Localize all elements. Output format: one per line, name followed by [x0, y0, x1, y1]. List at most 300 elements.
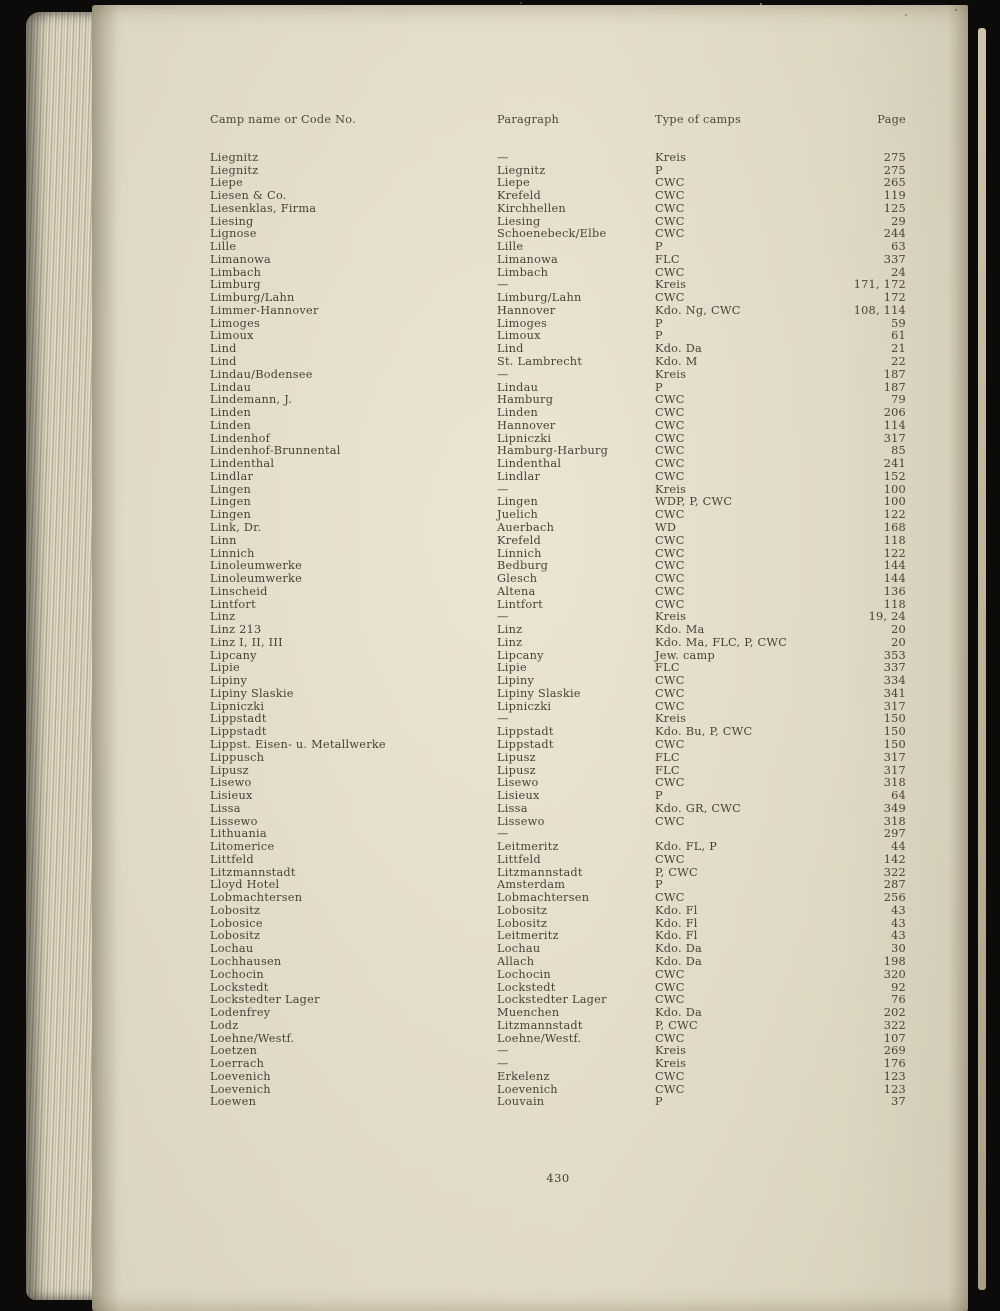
cell-type-of-camp: P: [655, 878, 663, 892]
cell-type-of-camp: P, CWC: [655, 865, 698, 879]
cell-camp-name: Lisieux: [210, 789, 253, 803]
cell-type-of-camp: CWC: [655, 418, 685, 432]
cell-camp-name: Lindlar: [210, 469, 254, 483]
cell-page-number: 44: [891, 840, 906, 854]
cell-camp-name: Lisewo: [210, 776, 252, 790]
cell-type-of-camp: CWC: [655, 214, 685, 228]
cell-paragraph: Hannover: [497, 303, 556, 317]
cell-page-number: 79: [891, 393, 906, 407]
table-row: [210, 369, 906, 382]
cell-page-number: 198: [883, 955, 906, 968]
cell-page-number: 187: [883, 367, 906, 381]
cell-paragraph: Lippstadt: [497, 725, 554, 739]
cell-camp-name: Loevenich: [210, 1082, 271, 1096]
cell-camp-name: Lipusz: [210, 763, 249, 777]
cell-type-of-camp: Jew. camp: [655, 648, 715, 662]
cell-type-of-camp: Kdo. Ma: [655, 623, 705, 637]
cell-type-of-camp: CWC: [655, 1031, 685, 1045]
cell-paragraph: Schoenebeck/Elbe: [497, 227, 607, 241]
cell-page-number: 275: [883, 150, 906, 164]
cell-type-of-camp: Kdo. Fl: [655, 903, 698, 917]
table-row: [210, 599, 906, 612]
cell-page-number: 317: [883, 763, 906, 777]
table-row: [210, 254, 906, 267]
table-row: [210, 675, 906, 688]
cell-paragraph: Lipusz: [497, 750, 536, 764]
cell-type-of-camp: Kdo. Bu, P, CWC: [655, 725, 753, 739]
cell-type-of-camp: Kdo. Da: [655, 342, 702, 356]
cell-camp-name: Lloyd Hotel: [210, 878, 280, 892]
cell-type-of-camp: CWC: [655, 737, 685, 751]
table-row: [210, 305, 906, 318]
cell-page-number: 63: [891, 240, 906, 254]
cell-page-number: 59: [891, 316, 906, 330]
cell-type-of-camp: Kdo. M: [655, 355, 698, 369]
cell-camp-name: Liesing: [210, 214, 254, 228]
table-row: [210, 267, 906, 280]
cell-page-number: 353: [883, 648, 906, 662]
cell-type-of-camp: Kdo. FL, P: [655, 840, 718, 854]
cell-page-number: 275: [883, 163, 906, 177]
cell-camp-name: Lindau/Bodensee: [210, 367, 313, 381]
cell-camp-name: Litzmannstadt: [210, 865, 296, 879]
table-row: [210, 522, 906, 535]
cell-type-of-camp: CWC: [655, 674, 685, 688]
cell-type-of-camp: CWC: [655, 980, 685, 994]
cell-type-of-camp: CWC: [655, 393, 685, 407]
cell-type-of-camp: CWC: [655, 546, 685, 560]
cell-paragraph: Linnich: [497, 546, 542, 560]
table-row: [210, 1058, 906, 1071]
cell-camp-name: Liepe: [210, 176, 243, 190]
cell-camp-name: Lippusch: [210, 750, 265, 764]
cell-paragraph: —: [497, 1057, 509, 1071]
cell-type-of-camp: Kreis: [655, 1057, 687, 1071]
cell-paragraph: Limanowa: [497, 252, 559, 266]
cell-paragraph: Bedburg: [497, 559, 549, 573]
table-row: [210, 930, 906, 943]
cell-paragraph: Hamburg: [497, 393, 554, 407]
cell-paragraph: Lobositz: [497, 916, 548, 930]
cell-page-number: 37: [891, 1095, 906, 1109]
cell-type-of-camp: Kdo. Ng, CWC: [655, 303, 741, 317]
cell-camp-name: Linz I, II, III: [210, 635, 283, 649]
cell-paragraph: —: [497, 150, 509, 164]
table-row: [210, 1020, 906, 1033]
next-page-edge: [978, 28, 986, 1290]
cell-paragraph: Lindau: [497, 380, 539, 394]
cell-type-of-camp: CWC: [655, 444, 685, 458]
column-header-camp-name: Camp name or Code No.: [210, 113, 356, 126]
cell-type-of-camp: Kreis: [655, 150, 687, 164]
cell-paragraph: Leitmeritz: [497, 929, 559, 943]
cell-camp-name: Lochocin: [210, 967, 264, 981]
cell-page-number: 265: [883, 176, 906, 190]
table-row: [210, 701, 906, 714]
cell-page-number: 92: [891, 980, 906, 994]
cell-camp-name: Loetzen: [210, 1044, 258, 1058]
cell-paragraph: Loehne/Westf.: [497, 1031, 582, 1045]
cell-camp-name: Linnich: [210, 546, 255, 560]
page-number: 430: [546, 1171, 570, 1185]
cell-paragraph: Loevenich: [497, 1082, 558, 1096]
cell-camp-name: Lobosice: [210, 916, 263, 930]
cell-paragraph: Litzmannstadt: [497, 865, 583, 879]
cell-page-number: 172: [883, 291, 906, 305]
cell-page-number: 29: [891, 214, 906, 228]
cell-paragraph: Lind: [497, 342, 524, 356]
cell-type-of-camp: Kdo. Da: [655, 942, 702, 956]
cell-paragraph: Lockstedter Lager: [497, 993, 607, 1007]
cell-camp-name: Lockstedter Lager: [210, 993, 320, 1007]
cell-paragraph: Limoux: [497, 329, 541, 343]
cell-camp-name: Liesenklas, Firma: [210, 201, 317, 215]
cell-type-of-camp: Kdo. Ma, FLC, P, CWC: [655, 635, 788, 649]
cell-page-number: 43: [891, 903, 906, 917]
cell-camp-name: Lipniczki: [210, 699, 265, 713]
table-row: [210, 152, 906, 165]
table-header-row: [210, 114, 906, 127]
cell-camp-name: Loevenich: [210, 1069, 271, 1083]
table-row: [210, 713, 906, 726]
cell-paragraph: Juelich: [497, 508, 539, 522]
cell-page-number: 202: [883, 1006, 906, 1020]
cell-type-of-camp: CWC: [655, 699, 685, 713]
cell-camp-name: Lippstadt: [210, 712, 267, 726]
cell-camp-name: Linden: [210, 418, 252, 432]
cell-camp-name: Lindenhof-Brunnental: [210, 444, 341, 458]
cell-paragraph: Lissa: [497, 801, 528, 815]
cell-page-number: 100: [883, 495, 906, 509]
cell-paragraph: Erkelenz: [497, 1069, 550, 1083]
table-row: [210, 190, 906, 203]
cell-page-number: 241: [883, 457, 906, 471]
cell-page-number: 20: [891, 635, 906, 649]
cell-type-of-camp: Kreis: [655, 278, 687, 292]
cell-page-number: 144: [883, 572, 906, 586]
cell-type-of-camp: CWC: [655, 967, 685, 981]
cell-paragraph: Kirchhellen: [497, 201, 566, 215]
table-row: [210, 765, 906, 778]
cell-page-number: 318: [883, 776, 906, 790]
table-row: [210, 905, 906, 918]
cell-camp-name: Lodenfrey: [210, 1006, 271, 1020]
cell-paragraph: Louvain: [497, 1095, 545, 1109]
table-row: [210, 854, 906, 867]
cell-type-of-camp: CWC: [655, 189, 685, 203]
cell-camp-name: Liegnitz: [210, 163, 259, 177]
cell-type-of-camp: Kreis: [655, 610, 687, 624]
cell-paragraph: Leitmeritz: [497, 840, 559, 854]
cell-camp-name: Limoux: [210, 329, 254, 343]
table-row: [210, 803, 906, 816]
cell-paragraph: St. Lambrecht: [497, 355, 583, 369]
cell-camp-name: Lissa: [210, 801, 241, 815]
cell-page-number: 317: [883, 750, 906, 764]
cell-camp-name: Lochhausen: [210, 955, 282, 968]
cell-page-number: 322: [883, 865, 906, 879]
cell-type-of-camp: WDP, P, CWC: [655, 495, 733, 509]
cell-paragraph: Lipniczki: [497, 699, 552, 713]
cell-type-of-camp: Kdo. Fl: [655, 929, 698, 943]
cell-type-of-camp: Kdo. Da: [655, 955, 702, 968]
cell-paragraph: Lochocin: [497, 967, 551, 981]
cell-type-of-camp: CWC: [655, 852, 685, 866]
cell-paragraph: Lissewo: [497, 814, 545, 828]
cell-page-number: 150: [883, 737, 906, 751]
cell-page-number: 176: [883, 1057, 906, 1071]
cell-type-of-camp: P: [655, 380, 663, 394]
cell-paragraph: Hamburg-Harburg: [497, 444, 609, 458]
cell-page-number: 107: [883, 1031, 906, 1045]
cell-camp-name: Linscheid: [210, 584, 268, 598]
cell-type-of-camp: P: [655, 316, 663, 330]
cell-page-number: 136: [883, 584, 906, 598]
cell-camp-name: Lobositz: [210, 903, 261, 917]
cell-type-of-camp: Kreis: [655, 712, 687, 726]
cell-type-of-camp: CWC: [655, 431, 685, 445]
cell-page-number: 76: [891, 993, 906, 1007]
cell-paragraph: Lindenthal: [497, 457, 562, 471]
table-row: [210, 1096, 906, 1109]
table-row: [210, 496, 906, 509]
cell-paragraph: Lobmachtersen: [497, 891, 590, 905]
cell-paragraph: Lipcany: [497, 648, 544, 662]
table-row: [210, 471, 906, 484]
table-row: [210, 650, 906, 663]
cell-type-of-camp: P: [655, 329, 663, 343]
cell-paragraph: Limoges: [497, 316, 548, 330]
table-row: [210, 573, 906, 586]
table-row: [210, 458, 906, 471]
cell-camp-name: Lille: [210, 240, 237, 254]
cell-paragraph: —: [497, 1044, 509, 1058]
cell-camp-name: Linoleumwerke: [210, 572, 303, 586]
cell-type-of-camp: P, CWC: [655, 1018, 698, 1032]
cell-paragraph: Lochau: [497, 942, 541, 956]
cell-page-number: 317: [883, 699, 906, 713]
cell-camp-name: Lochau: [210, 942, 254, 956]
cell-paragraph: Muenchen: [497, 1006, 560, 1020]
cell-page-number: 43: [891, 916, 906, 930]
cell-type-of-camp: CWC: [655, 265, 685, 279]
cell-camp-name: Lippst. Eisen- u. Metallwerke: [210, 737, 386, 751]
cell-page-number: 150: [883, 712, 906, 726]
cell-paragraph: Lippstadt: [497, 737, 554, 751]
cell-camp-name: Littfeld: [210, 852, 254, 866]
cell-camp-name: Lindemann, J.: [210, 393, 292, 407]
cell-paragraph: Lisewo: [497, 776, 539, 790]
cell-page-number: 349: [883, 801, 906, 815]
cell-page-number: 122: [883, 508, 906, 522]
cell-camp-name: Lipiny Slaskie: [210, 686, 294, 700]
cell-camp-name: Lockstedt: [210, 980, 269, 994]
cell-page-number: 85: [891, 444, 906, 458]
table-row: [210, 586, 906, 599]
table-row: [210, 816, 906, 829]
cell-type-of-camp: CWC: [655, 457, 685, 471]
table-row: [210, 177, 906, 190]
cell-type-of-camp: P: [655, 240, 663, 254]
cell-paragraph: Lindlar: [497, 469, 541, 483]
cell-camp-name: Linden: [210, 406, 252, 420]
cell-type-of-camp: P: [655, 163, 663, 177]
cell-camp-name: Lintfort: [210, 597, 256, 611]
cell-page-number: 244: [883, 227, 906, 241]
cell-type-of-camp: CWC: [655, 993, 685, 1007]
cell-page-number: 125: [883, 201, 906, 215]
cell-page-number: 114: [883, 418, 906, 432]
cell-page-number: 337: [883, 661, 906, 675]
table-row: [210, 548, 906, 561]
cell-paragraph: Lobositz: [497, 903, 548, 917]
cell-paragraph: —: [497, 278, 509, 292]
table-row: [210, 241, 906, 254]
cell-camp-name: Lipcany: [210, 648, 257, 662]
table-row: [210, 777, 906, 790]
cell-type-of-camp: CWC: [655, 1082, 685, 1096]
cell-page-number: 43: [891, 929, 906, 943]
cell-type-of-camp: CWC: [655, 176, 685, 190]
cell-paragraph: Lipusz: [497, 763, 536, 777]
cell-paragraph: —: [497, 827, 509, 841]
cell-page-number: 118: [883, 597, 906, 611]
cell-type-of-camp: Kreis: [655, 482, 687, 496]
column-header-page: Page: [877, 113, 906, 126]
cell-page-number: 142: [883, 852, 906, 866]
cell-camp-name: Limburg/Lahn: [210, 291, 295, 305]
table-row: [210, 637, 906, 650]
cell-paragraph: Amsterdam: [497, 878, 566, 892]
table-row: [210, 611, 906, 624]
cell-type-of-camp: CWC: [655, 814, 685, 828]
cell-paragraph: Lipiny: [497, 674, 535, 688]
cell-page-number: 322: [883, 1018, 906, 1032]
cell-page-number: 320: [883, 967, 906, 981]
cell-page-number: 123: [883, 1069, 906, 1083]
cell-page-number: 64: [891, 789, 906, 803]
cell-type-of-camp: CWC: [655, 508, 685, 522]
cell-type-of-camp: Kdo. GR, CWC: [655, 801, 742, 815]
column-header-paragraph: Paragraph: [497, 113, 560, 126]
index-table-rows: [210, 152, 906, 1109]
cell-page-number: 24: [891, 265, 906, 279]
cell-type-of-camp: FLC: [655, 661, 680, 675]
table-row: [210, 509, 906, 522]
cell-camp-name: Liesen & Co.: [210, 189, 287, 203]
cell-camp-name: Lind: [210, 355, 237, 369]
cell-type-of-camp: FLC: [655, 252, 680, 266]
cell-type-of-camp: CWC: [655, 406, 685, 420]
cell-camp-name: Lipie: [210, 661, 240, 675]
cell-type-of-camp: CWC: [655, 776, 685, 790]
cell-page-number: 168: [883, 520, 906, 534]
cell-paragraph: Limbach: [497, 265, 549, 279]
cell-type-of-camp: Kdo. Da: [655, 1006, 702, 1020]
cell-paragraph: Glesch: [497, 572, 538, 586]
cell-camp-name: Lithuania: [210, 827, 267, 841]
cell-paragraph: Hannover: [497, 418, 556, 432]
cell-paragraph: Lipiny Slaskie: [497, 686, 581, 700]
cell-page-number: 144: [883, 559, 906, 573]
cell-camp-name: Linn: [210, 533, 237, 547]
cell-paragraph: Linden: [497, 406, 539, 420]
table-row: [210, 739, 906, 752]
cell-page-number: 22: [891, 355, 906, 369]
table-row: [210, 662, 906, 675]
cell-page-number: 318: [883, 814, 906, 828]
cell-camp-name: Limbach: [210, 265, 262, 279]
cell-paragraph: Lipie: [497, 661, 527, 675]
cell-page-number: 334: [883, 674, 906, 688]
cell-paragraph: Linz: [497, 635, 523, 649]
cell-type-of-camp: CWC: [655, 533, 685, 547]
table-row: [210, 560, 906, 573]
column-header-type: Type of camps: [655, 113, 742, 126]
cell-page-number: 152: [883, 469, 906, 483]
cell-type-of-camp: CWC: [655, 291, 685, 305]
cell-camp-name: Linz 213: [210, 623, 262, 637]
cell-page-number: 171, 172: [853, 278, 906, 292]
cell-type-of-camp: P: [655, 1095, 663, 1109]
cell-type-of-camp: CWC: [655, 469, 685, 483]
cell-camp-name: Lippstadt: [210, 725, 267, 739]
cell-camp-name: Lissewo: [210, 814, 258, 828]
dust-specks: [0, 0, 2, 2]
cell-paragraph: Liegnitz: [497, 163, 546, 177]
cell-type-of-camp: CWC: [655, 597, 685, 611]
cell-paragraph: Lintfort: [497, 597, 543, 611]
table-row: [210, 1007, 906, 1020]
cell-type-of-camp: CWC: [655, 584, 685, 598]
cell-camp-name: Limanowa: [210, 252, 272, 266]
cell-page-number: 108, 114: [853, 303, 906, 317]
cell-page-number: 19, 24: [868, 610, 906, 624]
cell-type-of-camp: Kreis: [655, 367, 687, 381]
cell-page-number: 269: [883, 1044, 906, 1058]
cell-camp-name: Lindenthal: [210, 457, 275, 471]
cell-camp-name: Loehne/Westf.: [210, 1031, 295, 1045]
cell-paragraph: —: [497, 367, 509, 381]
cell-page-number: 122: [883, 546, 906, 560]
table-row: [210, 165, 906, 178]
cell-camp-name: Lipiny: [210, 674, 248, 688]
cell-camp-name: Lingen: [210, 482, 252, 496]
table-row: [210, 1045, 906, 1058]
table-row: [210, 956, 906, 969]
cell-paragraph: Krefeld: [497, 189, 541, 203]
cell-type-of-camp: CWC: [655, 559, 685, 573]
cell-page-number: 20: [891, 623, 906, 637]
table-row: [210, 892, 906, 905]
cell-paragraph: Littfeld: [497, 852, 541, 866]
cell-camp-name: Limburg: [210, 278, 261, 292]
cell-page-number: 61: [891, 329, 906, 343]
table-row: [210, 407, 906, 420]
cell-page-number: 187: [883, 380, 906, 394]
table-row: [210, 688, 906, 701]
table-row: [210, 943, 906, 956]
cell-camp-name: Loewen: [210, 1095, 257, 1109]
cell-paragraph: Lipniczki: [497, 431, 552, 445]
table-row: [210, 790, 906, 803]
cell-paragraph: Krefeld: [497, 533, 541, 547]
cell-page-number: 119: [883, 189, 906, 203]
table-row: [210, 1071, 906, 1084]
cell-camp-name: Lind: [210, 342, 237, 356]
table-row: [210, 382, 906, 395]
cell-paragraph: Limburg/Lahn: [497, 291, 582, 305]
